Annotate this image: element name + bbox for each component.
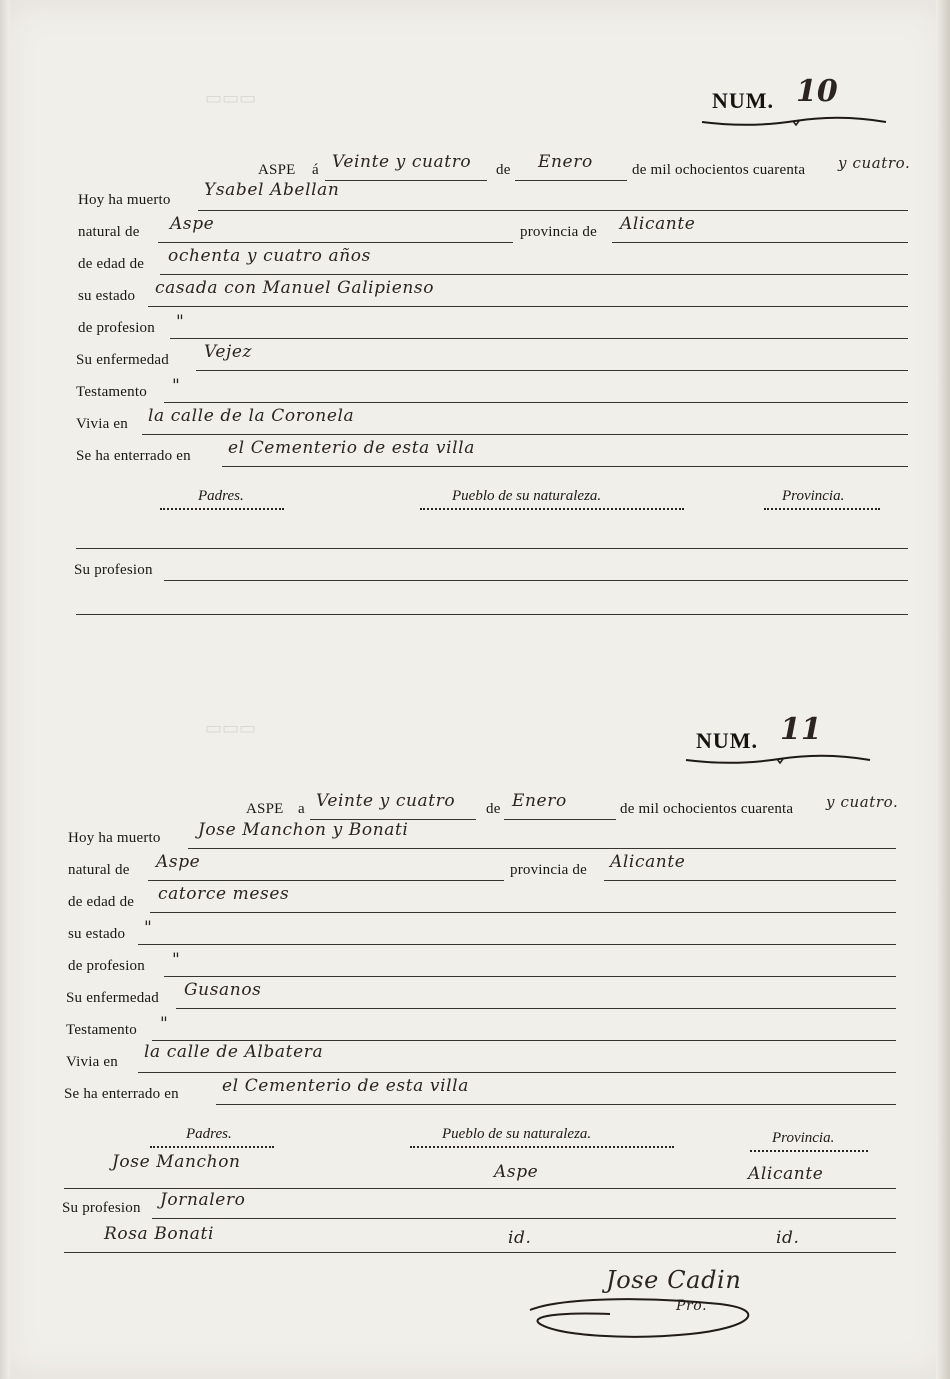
mother-name: Rosa Bonati	[104, 1224, 214, 1244]
enfermedad-label: Su enfermedad	[66, 990, 159, 1006]
parent-profession-line	[164, 580, 908, 581]
year-suffix: y cuatro.	[826, 793, 899, 811]
de-label: de	[486, 801, 501, 817]
illness-value: Gusanos	[184, 980, 262, 1000]
profession-value: "	[176, 312, 185, 332]
mother-province: id.	[776, 1228, 800, 1248]
age-line	[150, 912, 896, 913]
burial-line	[216, 1104, 896, 1105]
provincia-underline	[750, 1150, 868, 1155]
testamento-label: Testamento	[76, 384, 147, 400]
month-line	[504, 819, 616, 820]
residence-line	[142, 434, 908, 435]
residence-value: la calle de Albatera	[144, 1042, 324, 1062]
estado-label: su estado	[78, 288, 136, 304]
year-label: de mil ochocientos cuarenta	[632, 162, 806, 178]
mother-town: id.	[508, 1228, 532, 1248]
father-town: Aspe	[494, 1162, 539, 1182]
bleed-through-mark: ▭▭▭	[205, 718, 257, 738]
age-line	[160, 274, 908, 275]
pueblo-underline	[420, 508, 684, 513]
vivia-label: Vivia en	[76, 416, 128, 432]
parent-line-2	[76, 614, 908, 615]
natural-value: Aspe	[170, 214, 215, 234]
su-profesion-label: Su profesion	[74, 562, 153, 578]
pueblo-underline	[410, 1146, 674, 1151]
signature-title: Pro.	[676, 1298, 708, 1314]
province-value: Alicante	[610, 852, 686, 872]
record-number-label: NUM.	[712, 88, 775, 113]
profesion-label: de profesion	[68, 958, 145, 974]
edad-label: de edad de	[68, 894, 135, 910]
de-label: de	[496, 162, 511, 178]
su-profesion-label: Su profesion	[62, 1200, 141, 1216]
profession-value: "	[172, 950, 181, 970]
testament-line	[164, 402, 908, 403]
profesion-label: de profesion	[78, 320, 155, 336]
hoy-label: Hoy ha muerto	[68, 830, 161, 846]
age-value: ochenta y cuatro años	[168, 246, 371, 266]
vivia-label: Vivia en	[66, 1054, 118, 1070]
month-value: Enero	[538, 152, 593, 172]
month-value: Enero	[512, 791, 567, 811]
record-number: 10	[796, 74, 838, 109]
civil-status-value: casada con Manuel Galipienso	[155, 278, 435, 298]
testament-value: "	[172, 376, 181, 396]
provincia-label: provincia de	[510, 862, 587, 878]
residence-line	[138, 1072, 896, 1073]
name-line	[198, 210, 908, 211]
edad-label: de edad de	[78, 256, 145, 272]
priest-signature	[520, 1258, 780, 1348]
padres-underline	[160, 508, 284, 513]
natural-line	[148, 880, 504, 881]
deceased-name: Jose Manchon y Bonati	[198, 820, 409, 840]
year-label: de mil ochocientos cuarenta	[620, 801, 794, 817]
place-label: ASPE	[258, 162, 296, 178]
date-prep: á	[312, 162, 319, 178]
parent-line-2	[64, 1252, 896, 1253]
enterrado-label: Se ha enterrado en	[76, 448, 191, 464]
natural-value: Aspe	[156, 852, 201, 872]
illness-line	[176, 1008, 896, 1009]
provincia-underline	[764, 508, 880, 513]
enterrado-label: Se ha enterrado en	[64, 1086, 179, 1102]
provincia-header: Provincia.	[782, 488, 845, 504]
testament-line	[152, 1040, 896, 1041]
civil-status-line	[138, 944, 896, 945]
provincia-label: provincia de	[520, 224, 597, 240]
flourish-underline	[684, 750, 874, 770]
natural-label: natural de	[68, 862, 130, 878]
signature-name: Jose Cadin	[606, 1266, 742, 1294]
parent-line-1	[76, 548, 908, 549]
residence-value: la calle de la Coronela	[148, 406, 355, 426]
padres-header: Padres.	[186, 1126, 232, 1142]
parent-line-1	[64, 1188, 896, 1189]
date-prep: a	[298, 801, 305, 817]
padres-underline	[150, 1146, 274, 1151]
padres-header: Padres.	[198, 488, 244, 504]
father-name: Jose Manchon	[112, 1152, 241, 1172]
bleed-through-mark: ▭▭▭	[205, 88, 257, 108]
burial-line	[222, 466, 908, 467]
civil-status-line	[148, 306, 908, 307]
estado-label: su estado	[68, 926, 126, 942]
record-number-label: NUM.	[696, 728, 759, 753]
day-value: Veinte y cuatro	[316, 791, 456, 811]
profession-line	[164, 976, 896, 977]
page-edge-left	[0, 0, 10, 1379]
hoy-label: Hoy ha muerto	[78, 192, 171, 208]
province-value: Alicante	[620, 214, 696, 234]
burial-value: el Cementerio de esta villa	[228, 438, 475, 458]
month-line	[515, 180, 627, 181]
natural-label: natural de	[78, 224, 140, 240]
father-province: Alicante	[748, 1164, 824, 1184]
burial-value: el Cementerio de esta villa	[222, 1076, 469, 1096]
deceased-name: Ysabel Abellan	[204, 180, 340, 200]
signature-flourish	[520, 1288, 780, 1348]
profession-line	[170, 338, 908, 339]
age-value: catorce meses	[158, 884, 290, 904]
province-line	[612, 242, 908, 243]
record-number: 11	[780, 712, 822, 747]
natural-line	[158, 242, 513, 243]
parent-profession-line	[152, 1218, 896, 1219]
place-label: ASPE	[246, 801, 284, 817]
day-line	[325, 180, 487, 181]
testamento-label: Testamento	[66, 1022, 137, 1038]
year-suffix: y cuatro.	[838, 154, 911, 172]
name-line	[188, 848, 896, 849]
enfermedad-label: Su enfermedad	[76, 352, 169, 368]
parent-profession-value: Jornalero	[160, 1190, 246, 1210]
day-value: Veinte y cuatro	[332, 152, 472, 172]
flourish-underline	[700, 112, 890, 132]
illness-line	[196, 370, 908, 371]
illness-value: Vejez	[204, 342, 253, 362]
pueblo-header: Pueblo de su naturaleza.	[442, 1126, 592, 1142]
province-line	[604, 880, 896, 881]
civil-status-value: "	[144, 918, 153, 938]
testament-value: "	[160, 1014, 169, 1034]
pueblo-header: Pueblo de su naturaleza.	[452, 488, 602, 504]
provincia-header: Provincia.	[772, 1130, 835, 1146]
page-edge-right	[936, 0, 950, 1379]
